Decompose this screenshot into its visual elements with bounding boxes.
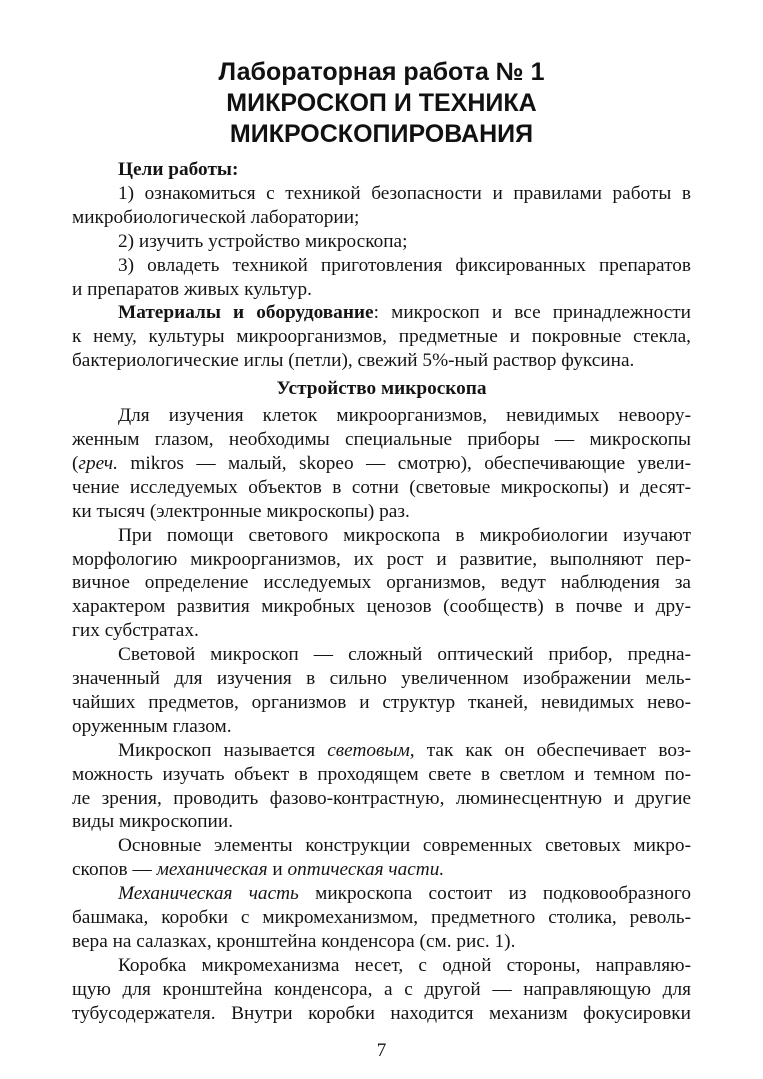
paragraph-definition: Световой микроскоп — сложный оптический прибор, предна- значенный для изучения в сильно увеличенном изображении мель- чайших предметов, организмов и структур тканей, невидимых нево- оруженным глазом.	[72, 644, 691, 737]
main-title-line-2: МИКРОСКОПИРОВАНИЯ	[229, 120, 534, 148]
goal-item-3-cont: и препаратов живых культур.	[72, 278, 312, 300]
paragraph-light-microscope-use: При помощи светового микроскопа в микробиологии изучают морфологию микроорганизмов, их рост и развитие, выполняют пер- вичное определение исследуемых организмов, ведут наблюдения за характером развития микробных ценозов (сообществ) в почве и дру- гих субстратах.	[72, 524, 691, 642]
materials-paragraph: Материалы и оборудование: микроскоп и все принадлежности	[118, 302, 691, 324]
page-number: 7	[376, 1040, 387, 1061]
goal-item-1: 1) ознакомиться с техникой безопасности и правилами работы в	[118, 182, 691, 204]
goal-item-1-cont: микробиологической лаборатории;	[72, 206, 360, 228]
lab-work-title: Лабораторная работа № 1	[218, 58, 545, 86]
document-body	[72, 158, 691, 1026]
paragraph-micromechanism-box: Коробка микромеханизма несет, с одной стороны, направляю- щую для кронштейна конденсора, а с другой — направляющую для тубусодержателя. Внутри коробки находится механизм фокусировки	[72, 954, 691, 1024]
materials-line-3: бактериологические иглы (петли), свежий 5%-ный раствор фуксина.	[72, 350, 635, 372]
materials-line-2: к нему, культуры микроорганизмов, предметные и покровные стекла,	[72, 326, 691, 348]
paragraph-microscopes: Для изучения клеток микроорганизмов, невидимых невоору- женным глазом, необходимы специальные приборы — микроскопы (греч. mikros — малый, skopeo — смотрю), обеспечивающие увели- чение исследуемых объектов в сотни (световые микроскопы) и десят- ки тысяч (электронные микроскопы) раз.	[72, 405, 691, 522]
section-heading: Устройство микроскопа	[276, 378, 487, 400]
materials-label: Материалы и оборудование	[118, 302, 374, 324]
paragraph-mechanical-part: Механическая часть микроскопа состоит из подковообразного башмака, коробки с микромеханизмом, предметного столика, револь- вера на салазках, кронштейна конденсора (см. рис. 1).	[72, 883, 691, 952]
goals-heading: Цели работы:	[118, 159, 239, 180]
goal-item-3: 3) овладеть техникой приготовления фиксированных препаратов	[118, 254, 691, 276]
goal-item-2: 2) изучить устройство микроскопа;	[118, 230, 408, 252]
paragraph-main-elements: Основные элементы конструкции современных световых микро- скопов — механическая и оптическая части.	[72, 835, 691, 881]
paragraph-light-name: Микроскоп называется световым, так как он обеспечивает воз- можность изучать объект в проходящем свете в светлом и темном по- ле зрения, проводить фазово-контрастную, люминесцентную и другие виды микроскопии.	[72, 739, 691, 833]
main-title-line-1: МИКРОСКОП И ТЕХНИКА	[226, 89, 537, 117]
